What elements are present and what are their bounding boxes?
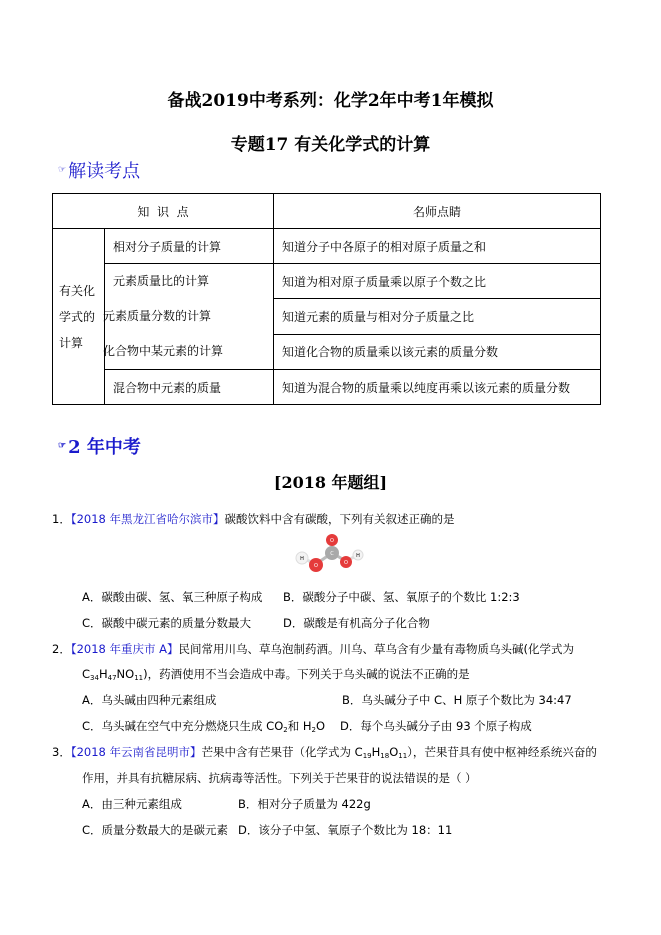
atom-label: O xyxy=(314,563,318,569)
question-text: 民间常用川乌、草乌泡制药酒。川乌、草乌含有少量有毒物质乌头碱(化学式为 xyxy=(178,642,575,656)
group-label-line: 学式的 xyxy=(59,309,96,324)
question-2-stem-continued xyxy=(82,666,470,682)
tip-cell: 知道元素的质量与相对分子质量之比 xyxy=(274,299,601,334)
option-d: D．碳酸是有机高分子化合物 xyxy=(283,616,430,630)
topic-cell: 混合物中元素的质量 xyxy=(105,370,274,405)
formula-subscript: 47 xyxy=(107,674,117,682)
formula-subscript: 2 xyxy=(311,726,317,734)
formula-subscript: 18 xyxy=(380,752,390,760)
group-label-line: 计算 xyxy=(59,335,84,350)
question-3-stem-continued: 作用，并具有抗糖尿病、抗病毒等活性。下列关于芒果苷的说法错误的是（ ） xyxy=(82,771,477,785)
tip-cell: 知道为相对原子质量乘以原子个数之比 xyxy=(274,264,601,299)
document-title: 备战2019中考系列：化学2年中考1年模拟 xyxy=(167,91,494,111)
question-text: )，药酒使用不当会造成中毒。下列关于乌头碱的说法不正确的是 xyxy=(143,667,470,681)
option-c: C．质量分数最大的是碳元素 xyxy=(82,823,229,837)
pointing-hand-icon: ☞ xyxy=(58,441,67,451)
group-label-line: 有关化 xyxy=(59,283,96,298)
table-row xyxy=(53,370,601,405)
question-text: 碳酸饮料中含有碳酸，下列有关叙述正确的是 xyxy=(224,512,455,526)
atom-label: O xyxy=(344,560,348,566)
atom-label: O xyxy=(330,538,334,544)
question-number: 3． xyxy=(52,745,71,759)
question-source: 【2018 年云南省昆明市】 xyxy=(70,745,202,759)
formula-element: NO xyxy=(116,667,135,681)
question-3-stem xyxy=(52,744,597,760)
tip-cell: 知道化合物的质量乘以该元素的质量分数 xyxy=(274,334,601,369)
question-1-stem xyxy=(52,511,455,527)
table-header-tips: 名师点睛 xyxy=(274,194,601,229)
option-text: 和 H xyxy=(287,719,312,733)
option-text: C．乌头碱在空气中充分燃烧只生成 CO xyxy=(82,719,284,733)
atom-label: H xyxy=(356,553,360,559)
question-text: 芒果中含有芒果苷（化学式为 C xyxy=(201,745,363,759)
topic-merged-cell xyxy=(105,264,274,370)
tip-cell: 知道分子中各原子的相对原子质量之和 xyxy=(274,229,601,264)
option-text: O xyxy=(316,719,326,733)
formula-subscript: 19 xyxy=(362,752,372,760)
tip-cell: 知道为混合物的质量乘以纯度再乘以该元素的质量分数 xyxy=(274,370,601,405)
pointing-hand-icon: ☞ xyxy=(58,165,67,175)
option-b: B．乌头碱分子中 C、H 原子个数比为 34:47 xyxy=(342,693,572,707)
formula-subscript: 11 xyxy=(134,674,144,682)
document-subtitle: 专题17 有关化学式的计算 xyxy=(230,135,431,155)
formula-element: H xyxy=(98,667,108,681)
formula-subscript: 34 xyxy=(90,674,99,682)
question-2-stem xyxy=(52,641,574,657)
question-group-title: [2018 年题组] xyxy=(273,473,388,492)
formula-element: C xyxy=(82,667,91,681)
table-header-knowledge: 知 识 点 xyxy=(53,194,274,229)
question-source: 【2018 年黑龙江省哈尔滨市】 xyxy=(70,512,225,526)
atom-label: C xyxy=(330,551,334,557)
option-a: A．乌头碱由四种元素组成 xyxy=(82,693,217,707)
section-heading-exams xyxy=(58,433,141,459)
table-header-row xyxy=(53,194,601,229)
topic-cell: 元素质量分数的计算 xyxy=(103,309,212,323)
question-source: 【2018 年重庆市 A】 xyxy=(70,642,179,656)
topic-cell: 相对分子质量的计算 xyxy=(105,229,274,264)
table-row xyxy=(53,229,601,264)
question-number: 1． xyxy=(52,512,71,526)
question-number: 2． xyxy=(52,642,71,656)
table-row xyxy=(53,264,601,299)
question-text: ），芒果苷具有使中枢神经系统兴奋的 xyxy=(407,745,597,759)
carbonic-acid-molecule-figure xyxy=(290,528,370,578)
formula-subscript: 11 xyxy=(398,752,408,760)
option-d: D．每个乌头碱分子由 93 个原子构成 xyxy=(340,719,532,733)
formula-subscript: 2 xyxy=(283,726,288,734)
atom-label: H xyxy=(300,556,304,562)
section-heading-label: 解读考点 xyxy=(68,161,141,182)
option-d: D．该分子中氢、氧原子个数比为 18：11 xyxy=(238,823,453,837)
option-c: C．碳酸中碳元素的质量分数最大 xyxy=(82,616,252,630)
formula-element: H xyxy=(371,745,381,759)
option-a: A．碳酸由碳、氢、氧三种原子构成 xyxy=(82,590,263,604)
option-b: B．碳酸分子中碳、氢、氧原子的个数比 1:2:3 xyxy=(283,590,520,604)
option-c xyxy=(82,718,325,734)
formula-element: O xyxy=(389,745,399,759)
option-b: B．相对分子质量为 422g xyxy=(238,797,371,811)
topic-cell: 元素质量比的计算 xyxy=(113,274,210,288)
section-heading-key-points xyxy=(58,157,140,183)
section-heading-label: 2 年中考 xyxy=(68,437,141,458)
topic-cell: 化合物中某元素的计算 xyxy=(103,344,224,358)
key-points-table xyxy=(52,193,601,405)
group-label-cell xyxy=(53,229,105,405)
option-a: A．由三种元素组成 xyxy=(82,797,182,811)
